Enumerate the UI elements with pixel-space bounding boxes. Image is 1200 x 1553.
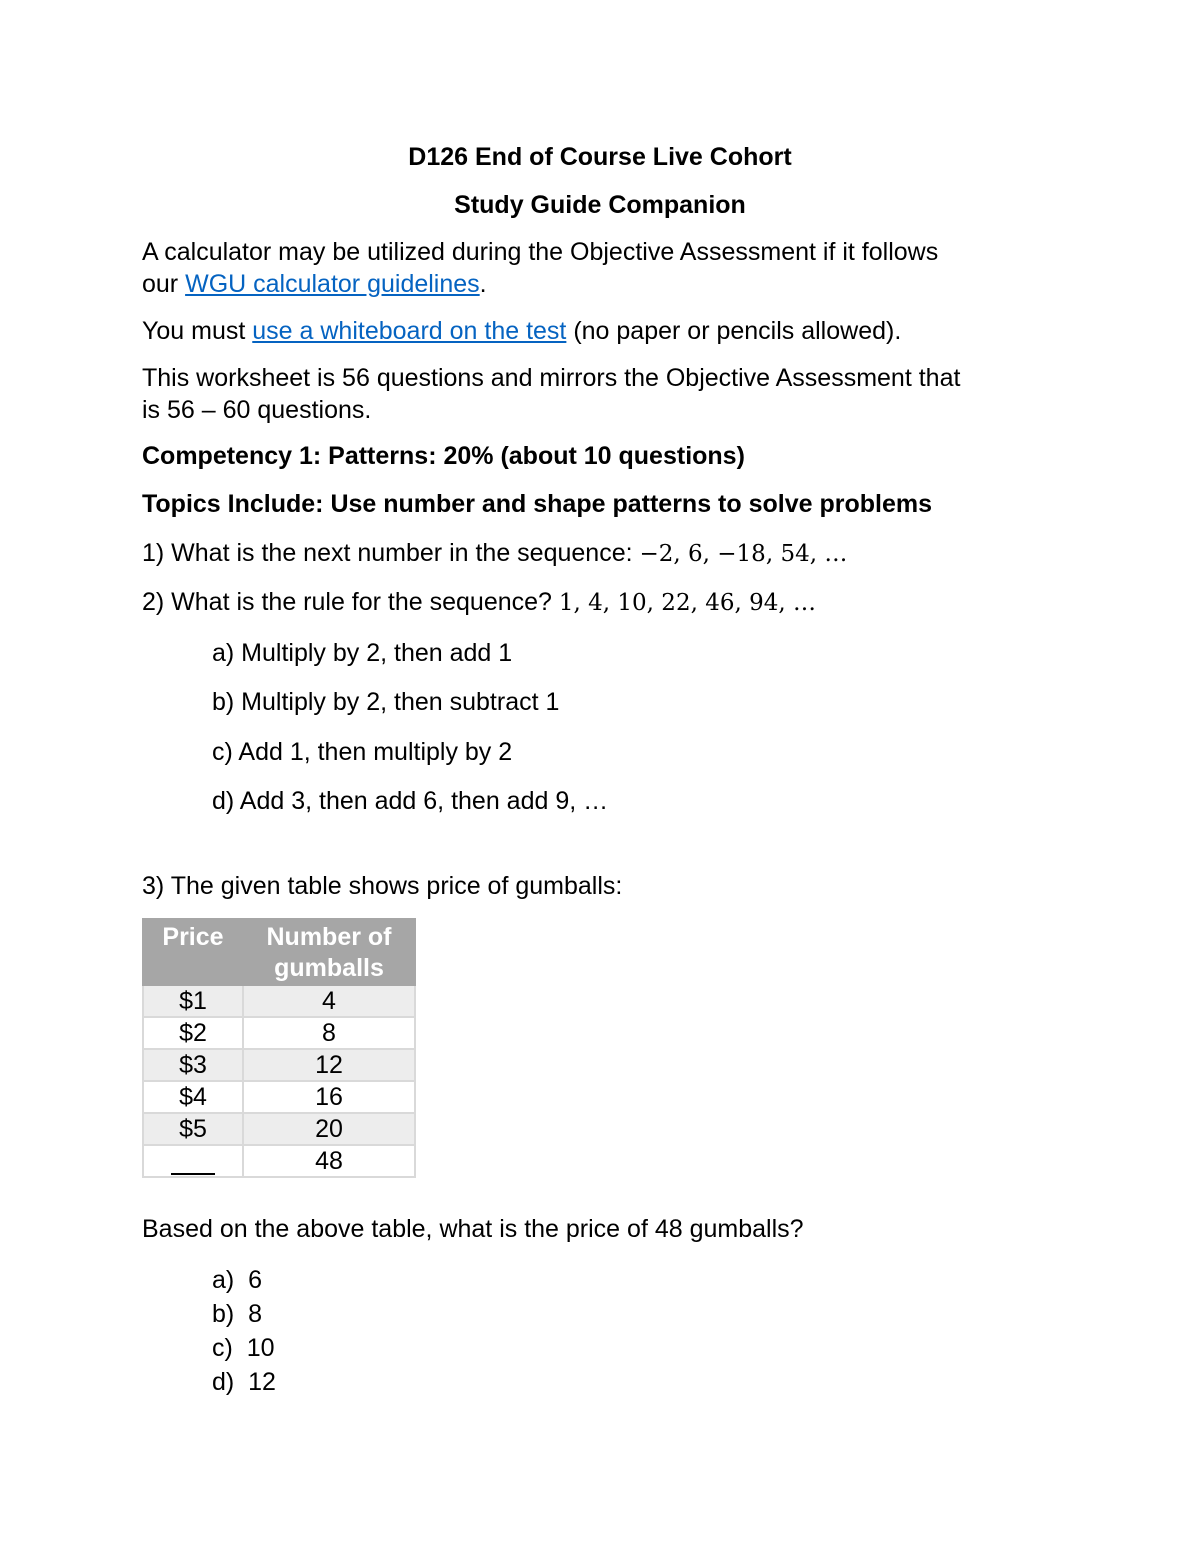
worksheet-note-line1: This worksheet is 56 questions and mirrors the Objective Assessment that — [142, 364, 961, 392]
calculator-note-our: our — [142, 270, 186, 298]
table-header-row — [143, 919, 415, 985]
competency-heading: Competency 1: Patterns: 20% (about 10 questions) — [142, 442, 745, 470]
table-cell-number: 4 — [243, 985, 415, 1017]
table-row — [143, 1081, 415, 1113]
question-3-prompt: Based on the above table, what is the price of 48 gumballs? — [142, 1215, 804, 1243]
question-1 — [142, 537, 847, 570]
table-cell-number: 12 — [243, 1049, 415, 1081]
question-2-option-a: a) Multiply by 2, then add 1 — [212, 639, 513, 667]
document-title: D126 End of Course Live Cohort — [408, 143, 792, 171]
whiteboard-note-prefix: You must — [142, 317, 253, 345]
calculator-note-period: . — [479, 270, 487, 298]
answer-blank-line — [171, 1151, 215, 1175]
table-row — [143, 1049, 415, 1081]
table-cell-price: $4 — [143, 1081, 243, 1113]
table-row — [143, 1145, 415, 1177]
question-3-option-a: a) 6 — [212, 1266, 263, 1294]
whiteboard-note-suffix: (no paper or pencils allowed). — [566, 317, 902, 345]
gumball-price-table — [142, 918, 416, 1178]
question-2-option-b: b) Multiply by 2, then subtract 1 — [212, 688, 560, 716]
question-2-sequence: 1, 4, 10, 22, 46, 94, … — [558, 590, 816, 616]
question-3-option-b: b) 8 — [212, 1300, 263, 1328]
table-row — [143, 1017, 415, 1049]
table-cell-price: $3 — [143, 1049, 243, 1081]
question-1-text: 1) What is the next number in the sequence: — [142, 539, 640, 567]
calculator-note-line1: A calculator may be utilized during the Objective Assessment if it follows — [142, 238, 939, 266]
document-subtitle: Study Guide Companion — [454, 191, 746, 219]
whiteboard-link[interactable]: use a whiteboard on the test — [252, 317, 567, 345]
calculator-note-line2 — [142, 268, 487, 300]
question-2-option-c: c) Add 1, then multiply by 2 — [212, 738, 513, 766]
table-row — [143, 1113, 415, 1145]
table-header-number: Number of gumballs — [243, 919, 415, 985]
question-3-text: 3) The given table shows price of gumballs: — [142, 872, 623, 900]
whiteboard-note — [142, 315, 901, 347]
topics-heading: Topics Include: Use number and shape patterns to solve problems — [142, 490, 932, 518]
wgu-calculator-guidelines-link[interactable]: WGU calculator guidelines — [185, 270, 480, 298]
question-2 — [142, 586, 816, 619]
table-cell-number: 20 — [243, 1113, 415, 1145]
question-1-sequence: −2, 6, −18, 54, … — [639, 541, 848, 567]
question-3-option-c: c) 10 — [212, 1334, 275, 1362]
table-cell-price: $5 — [143, 1113, 243, 1145]
table-cell-price: $2 — [143, 1017, 243, 1049]
table-cell-number: 8 — [243, 1017, 415, 1049]
table-cell-price: $1 — [143, 985, 243, 1017]
table-cell-number: 16 — [243, 1081, 415, 1113]
question-2-option-d: d) Add 3, then add 6, then add 9, … — [212, 787, 609, 815]
table-row — [143, 985, 415, 1017]
question-3-option-d: d) 12 — [212, 1368, 276, 1396]
worksheet-note-line2: is 56 – 60 questions. — [142, 396, 372, 424]
table-cell-number: 48 — [243, 1145, 415, 1177]
table-cell-price-blank — [143, 1145, 243, 1177]
table-header-price: Price — [143, 919, 243, 985]
question-2-text: 2) What is the rule for the sequence? — [142, 588, 559, 616]
